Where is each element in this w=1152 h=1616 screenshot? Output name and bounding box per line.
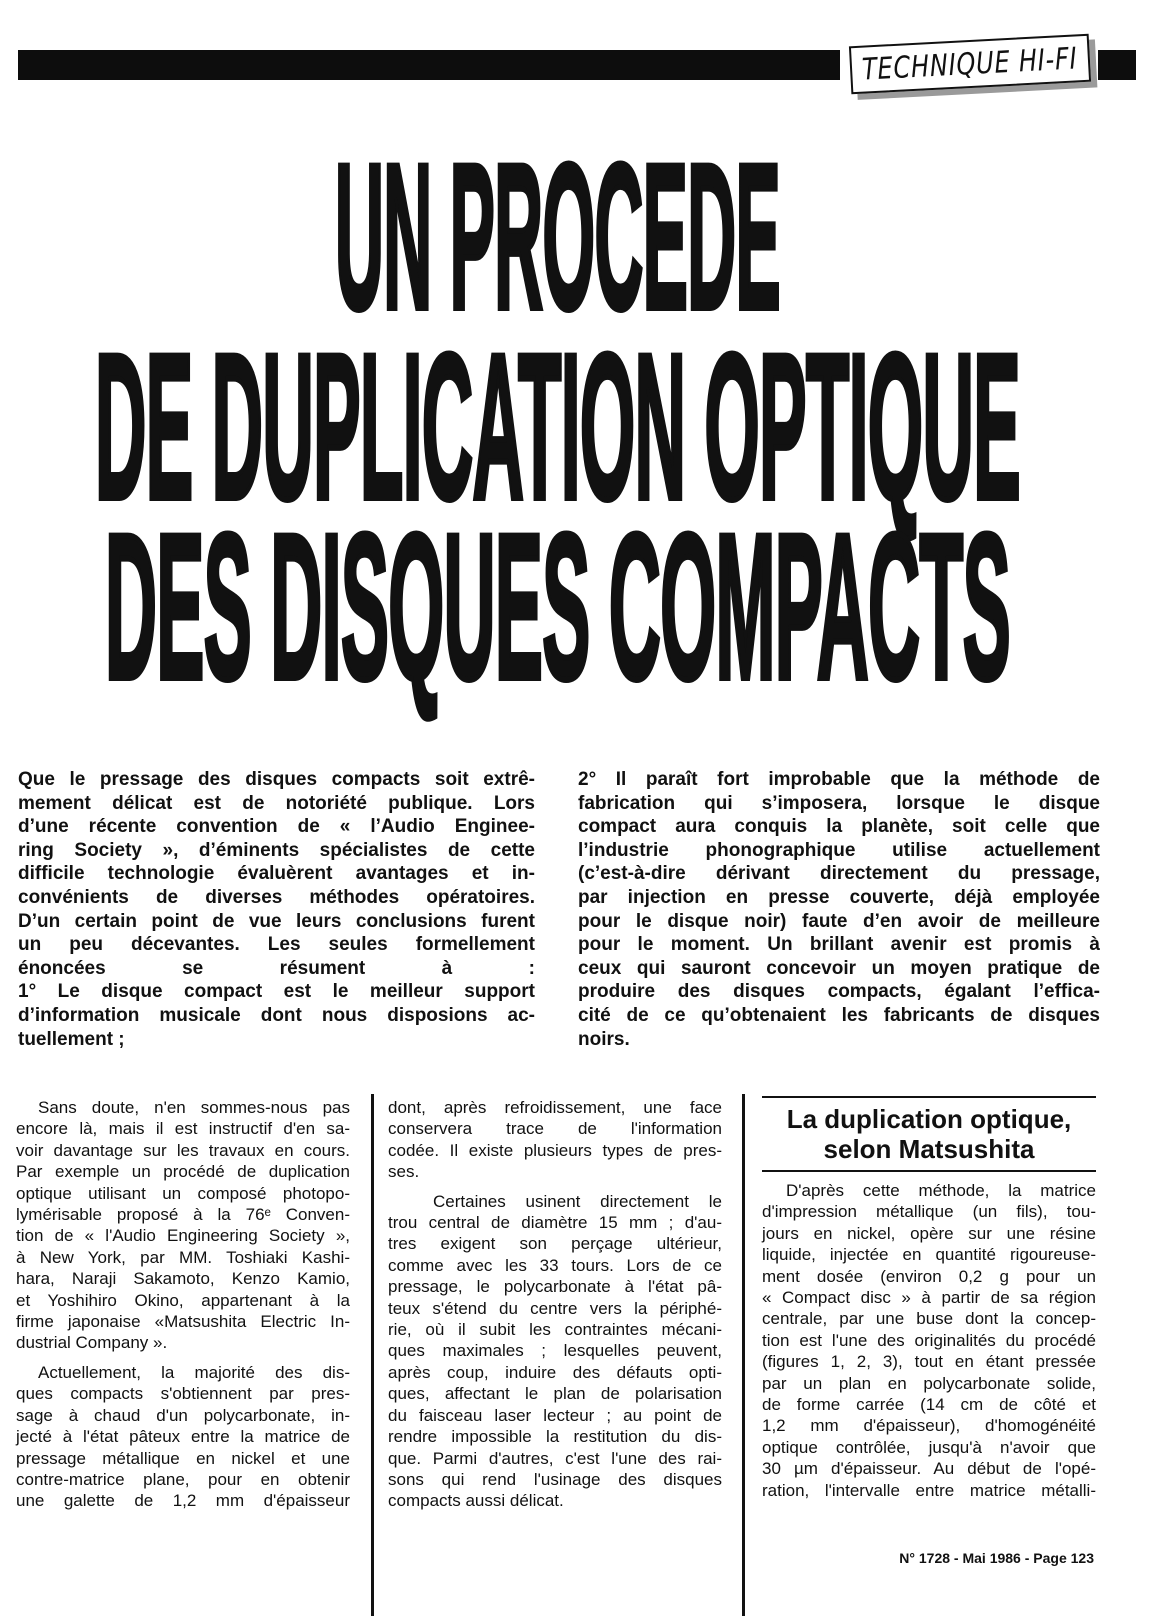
text-line: codée. Il existe plusieurs types de pres-	[388, 1140, 722, 1160]
text-line: à New York, par MM. Toshiaki Kashi-	[16, 1247, 350, 1267]
text-line: pressage métallique en nickel et une	[16, 1448, 350, 1468]
text-line: pour le moment. Un brillant avenir est promis à	[578, 934, 1100, 956]
text-line: sage à chaud d'un polycarbonate, in-	[16, 1405, 350, 1425]
text-line: voir davantage sur les travaux en cours.	[16, 1140, 350, 1160]
text-line: tion est l'une des originalités du procédé	[762, 1330, 1096, 1350]
text-line: comme avec les 33 tours. Lors de ce	[388, 1255, 722, 1275]
text-line: ques maximales ; lesquelles peuvent,	[388, 1341, 722, 1361]
text-line: fabrication qui s’imposera, lorsque le disque	[578, 792, 1100, 814]
text-line: ques compacts s'obtiennent par pres-	[16, 1384, 350, 1404]
text-line: mement délicat est de notoriété publique. Lors	[18, 792, 535, 814]
column-1	[16, 1097, 350, 1520]
text-line: conservera trace de l'information	[388, 1119, 722, 1139]
sidebar-heading-line: selon Matsushita	[823, 1134, 1035, 1164]
text-line: Actuellement, la majorité des dis-	[38, 1362, 350, 1382]
text-line: (c’est-à-dire dérivant directement du pressage,	[578, 863, 1100, 885]
text-line: par un plan en polycarbonate solide,	[762, 1373, 1096, 1393]
section-tag	[849, 34, 1091, 94]
paragraph	[16, 1097, 350, 1354]
column-3	[762, 1180, 1096, 1501]
text-line: tres exigent son perçage ultérieur,	[388, 1234, 722, 1254]
text-line: contre-matrice plane, pour en obtenir	[16, 1469, 350, 1489]
title-line-1	[335, 121, 1152, 352]
text-line: énoncées se résument à :	[18, 957, 535, 979]
text-line: tuellement ;	[18, 1028, 125, 1050]
text-line: liquide, injectée en quantité rigoureuse-	[762, 1245, 1096, 1265]
text-line: un peu décevantes. Les seules formellement	[18, 934, 535, 956]
text-line: pressage, le polycarbonate à l'état pâ-	[388, 1277, 722, 1297]
text-line: cité de ce qu’obtenaient les fabricants de disques	[578, 1004, 1100, 1026]
header-bar-right	[1098, 50, 1136, 80]
text-line: optique utilisant un composé photopo-	[16, 1183, 350, 1203]
text-line: pour le disque noir) faute d’en avoir de meilleure	[578, 910, 1100, 932]
text-line: Que le pressage des disques compacts soit extrê-	[18, 769, 535, 790]
title-text: DES DISQUES COMPACTS	[105, 491, 1010, 722]
text-line: 2° Il paraît fort improbable que la méthode de	[578, 769, 1100, 790]
paragraph	[578, 768, 1100, 1051]
section-tag-label: TECHNIQUE HI-FI	[861, 40, 1079, 88]
column-2	[388, 1097, 722, 1520]
text-line: ration, l'intervalle entre matrice métalli-	[762, 1480, 1096, 1500]
column-divider	[371, 1094, 374, 1616]
text-line: ques, affectant le plan de polarisation	[388, 1384, 722, 1404]
text-line: ses.	[388, 1162, 420, 1182]
title-text: DE DUPLICATION OPTIQUE	[95, 311, 1020, 542]
text-line: optique contrôlée, jusqu'à n'avoir que	[762, 1437, 1096, 1457]
text-line: de forme carrée (14 cm de côté et	[762, 1395, 1096, 1415]
text-line: compact aura conquis la planète, soit celle que	[578, 816, 1100, 838]
text-line: d’une récente convention de « l’Audio Enginee-	[18, 816, 535, 838]
text-line: que. Parmi d'autres, c'est l'une des rai-	[388, 1448, 722, 1468]
text-line: teux s'étend du centre vers la périphé-	[388, 1298, 722, 1318]
text-line: du faisceau laser lecteur ; au point de	[388, 1405, 722, 1425]
page-footer: N° 1728 - Mai 1986 - Page 123	[899, 1550, 1094, 1566]
text-line: rendre impossible la restitution du dis-	[388, 1427, 722, 1447]
text-line: rie, où il subit les contraintes mécani-	[388, 1320, 722, 1340]
paragraph	[388, 1191, 722, 1512]
intro-left	[18, 768, 535, 1059]
text-line: jecté à l'état pâteux entre la matrice de	[16, 1427, 350, 1447]
text-line: 1,2 mm d'épaisseur), d'homogénéité	[762, 1416, 1096, 1436]
text-line: « Compact disc » à partir de sa région	[762, 1288, 1096, 1308]
header-bar-left	[18, 50, 840, 80]
text-line: l’industrie phonographique utilise actuellement	[578, 839, 1100, 861]
text-line: ring Society », d’éminents spécialistes de cette	[18, 839, 535, 861]
text-line: encore là, mais il est instructif d'en sa-	[16, 1119, 350, 1139]
text-line: après coup, induire des défauts opti-	[388, 1362, 722, 1382]
sidebar-heading-line: La duplication optique,	[786, 1104, 1072, 1134]
heading-rule-bottom	[762, 1170, 1096, 1172]
text-line: d’information musicale dont nous disposions ac-	[18, 1004, 535, 1026]
text-line: convénients de diverses méthodes opératoires.	[18, 886, 535, 908]
text-line: dustrial Company ».	[16, 1333, 168, 1353]
text-line: tion de « l'Audio Engineering Society »,	[16, 1226, 350, 1246]
text-line: sons qui rend l'usinage des disques	[388, 1469, 722, 1489]
text-line: 1° Le disque compact est le meilleur support	[18, 981, 535, 1003]
title-text: UN PROCEDE	[335, 121, 780, 352]
text-line: ceux qui sauront concevoir un moyen pratique de	[578, 957, 1100, 979]
text-line: Certaines usinent directement le	[433, 1191, 722, 1211]
paragraph	[18, 768, 535, 1051]
text-line: dont, après refroidissement, une face	[388, 1098, 722, 1117]
column-divider	[742, 1094, 745, 1616]
text-line: compacts aussi délicat.	[388, 1491, 564, 1511]
text-line: lymérisable proposé à la 76ᵉ Conven-	[16, 1205, 350, 1225]
text-line: Sans doute, n'en sommes-nous pas	[38, 1098, 350, 1117]
text-line: jours en nickel, opère sur une résine	[762, 1223, 1096, 1243]
paragraph	[762, 1180, 1096, 1501]
text-line: centrale, par une buse dont la concep-	[762, 1309, 1096, 1329]
text-line: 30 µm d'épaisseur. Au début de l'opé-	[762, 1459, 1096, 1479]
intro-right	[578, 768, 1100, 1059]
text-line: produire des disques compacts, égalant l’effica-	[578, 981, 1100, 1003]
text-line: par injection en presse couverte, déjà employée	[578, 886, 1100, 908]
text-line: firme japonaise «Matsushita Electric In-	[16, 1312, 350, 1332]
text-line: une galette de 1,2 mm d'épaisseur	[16, 1491, 350, 1511]
text-line: trou central de diamètre 15 mm ; d'au-	[388, 1213, 722, 1233]
text-line: (figures 1, 2, 3), tout en étant pressée	[762, 1352, 1096, 1372]
text-line: ment dosée (environ 0,2 g pour un	[762, 1266, 1096, 1286]
text-line: noirs.	[578, 1028, 630, 1050]
paragraph	[16, 1362, 350, 1512]
text-line: Par exemple un procédé de duplication	[16, 1162, 350, 1182]
sidebar-heading	[762, 1098, 1096, 1170]
text-line: et Yoshihiro Okino, appartenant à la	[16, 1290, 350, 1310]
title-line-3	[105, 491, 1152, 722]
sidebar-box	[762, 1096, 1096, 1509]
text-line: hara, Naraji Sakamoto, Kenzo Kamio,	[16, 1269, 350, 1289]
text-line: difficile technologie évaluèrent avantages et in-	[18, 863, 535, 885]
text-line: d'impression métallique (un fils), tou-	[762, 1202, 1096, 1222]
text-line: D’un certain point de vue leurs conclusions furent	[18, 910, 535, 932]
text-line: D'après cette méthode, la matrice	[786, 1181, 1096, 1200]
paragraph	[388, 1097, 722, 1183]
